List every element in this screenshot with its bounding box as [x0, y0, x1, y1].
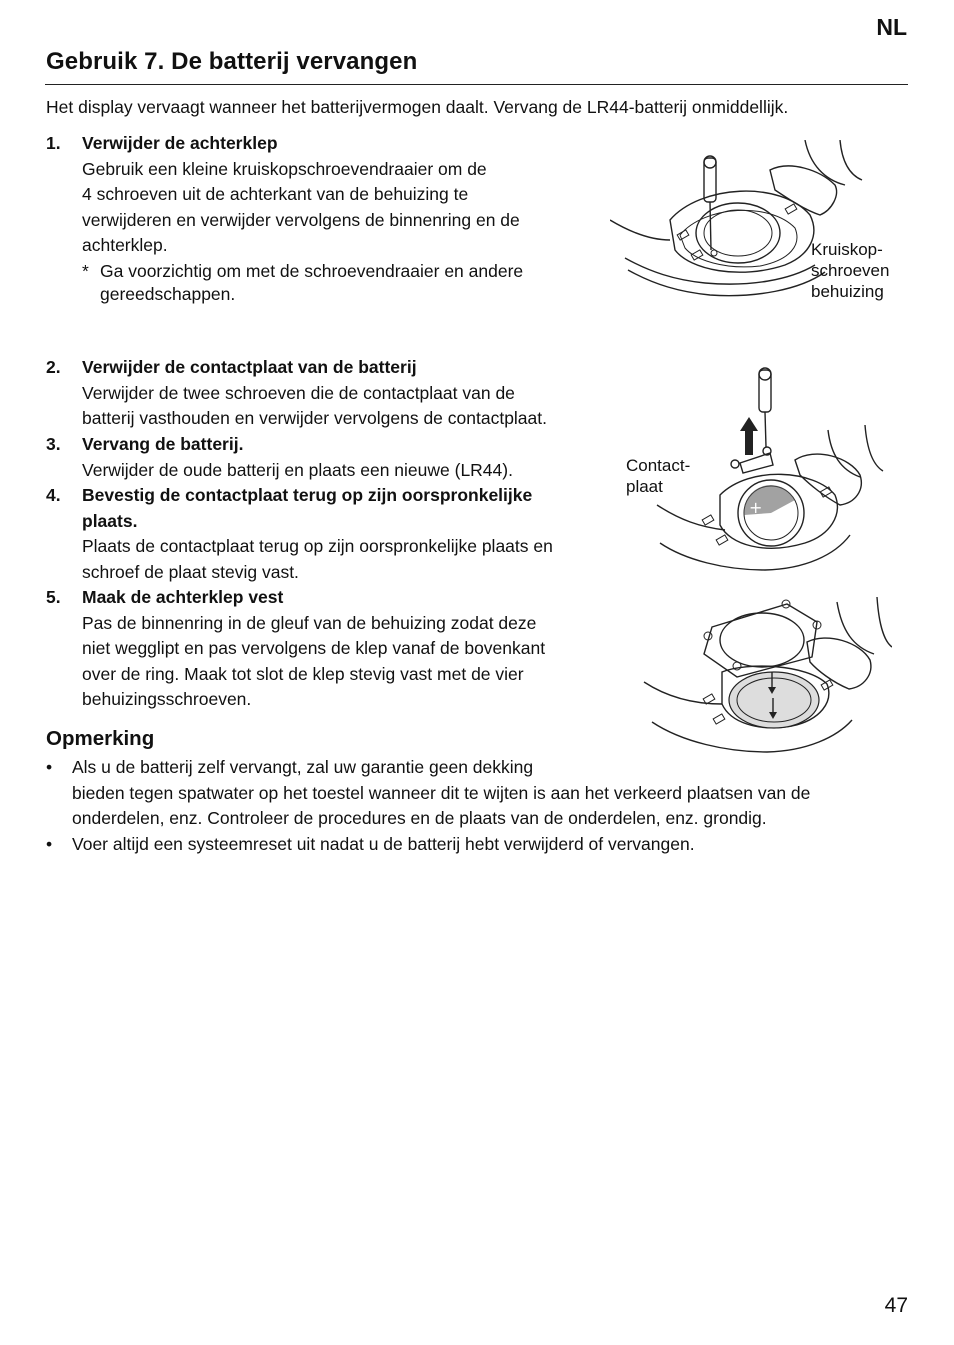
svg-text:+: + — [749, 498, 763, 517]
page-number: 47 — [884, 1294, 908, 1317]
step-note-cont — [82, 283, 523, 306]
step-text-line: Verwijder de twee schroeven die de contactplaat van de — [82, 382, 515, 403]
note-heading: Opmerking — [46, 727, 155, 750]
list-item — [46, 755, 810, 832]
step-text-line: Gebruik een kleine kruiskopschroevendraaier om de — [82, 158, 487, 179]
step-heading: Verwijder de contactplaat van de batterij — [82, 357, 417, 377]
note-bullet-list — [46, 755, 810, 857]
step-heading: Bevestig de contactplaat terug op zijn oorspronkelijke — [82, 485, 533, 505]
bullet-marker: • — [46, 833, 53, 854]
step-note — [82, 260, 523, 283]
step-heading: Maak de achterklep vest — [82, 587, 284, 607]
step-text-line: batterij vasthouden en verwijder vervolgens de contactplaat. — [82, 408, 547, 428]
step-heading: plaats. — [82, 510, 138, 531]
bullet-text-line: Voer altijd een systeemreset uit nadat u de batterij hebt verwijderd of vervangen. — [72, 833, 695, 854]
step-text-line: achterklep. — [82, 235, 168, 255]
note-text-line: Ga voorzichtig om met de schroevendraaier en andere — [100, 260, 524, 281]
step-text-line: verwijderen en verwijder vervolgens de binnenring en de — [82, 209, 520, 230]
step-text-line: schroef de plaat stevig vast. — [82, 561, 299, 582]
list-item — [46, 832, 810, 858]
page-title: Gebruik 7. De batterij vervangen — [46, 48, 418, 75]
step-text-line: Pas de binnenring in de gleuf van de behuizing zodat deze — [82, 612, 537, 633]
language-label: NL — [876, 14, 907, 40]
note-text-line: gereedschappen. — [100, 283, 236, 304]
step-number: 5. — [46, 587, 61, 607]
figure-2-caption: Contact- plaat — [626, 456, 691, 496]
step-text-line: niet wegglipt en pas vervolgens de klep vanaf de bovenkant — [82, 638, 546, 658]
step-text-line: Plaats de contactplaat terug op zijn oorspronkelijke plaats en — [82, 536, 553, 556]
step-heading: Vervang de batterij. — [82, 434, 244, 454]
bullet-text-line: bieden tegen spatwater op het toestel wanneer dit te wijten is aan het verkeerd plaatsen van de — [72, 782, 811, 803]
step-text-line: behuizingsschroeven. — [82, 689, 252, 709]
step-number: 1. — [46, 133, 61, 153]
step-1 — [46, 131, 523, 306]
step-3 — [46, 432, 513, 483]
step-number: 4. — [46, 485, 61, 505]
step-number: 2. — [46, 357, 61, 377]
bullet-text-line: onderdelen, enz. Controleer de procedures en de plaats van de onderdelen, enz. grondig. — [72, 808, 767, 828]
note-asterisk: * — [82, 260, 89, 281]
step-5 — [46, 585, 545, 713]
bullet-marker: • — [46, 757, 53, 777]
figure-1-caption: Kruiskop- schroeven behuizing — [811, 240, 890, 301]
step-2 — [46, 355, 547, 432]
title-rule — [45, 84, 908, 85]
step-heading: Verwijder de achterklep — [82, 133, 278, 153]
step-text-line: Verwijder de oude batterij en plaats een nieuwe (LR44). — [82, 459, 513, 480]
step-number: 3. — [46, 434, 61, 454]
bullet-text-line: Als u de batterij zelf vervangt, zal uw garantie geen dekking — [72, 757, 534, 777]
step-text-line: 4 schroeven uit de achterkant van de behuizing te — [82, 184, 469, 204]
figure-close-back-cover — [642, 592, 892, 762]
step-text-line: over de ring. Maak tot slot de klep stevig vast met de vier — [82, 663, 524, 684]
intro-text: Het display vervaagt wanneer het batterijvermogen daalt. Vervang de LR44-batterij onmiddellijk. — [46, 97, 789, 117]
step-4 — [46, 483, 553, 585]
